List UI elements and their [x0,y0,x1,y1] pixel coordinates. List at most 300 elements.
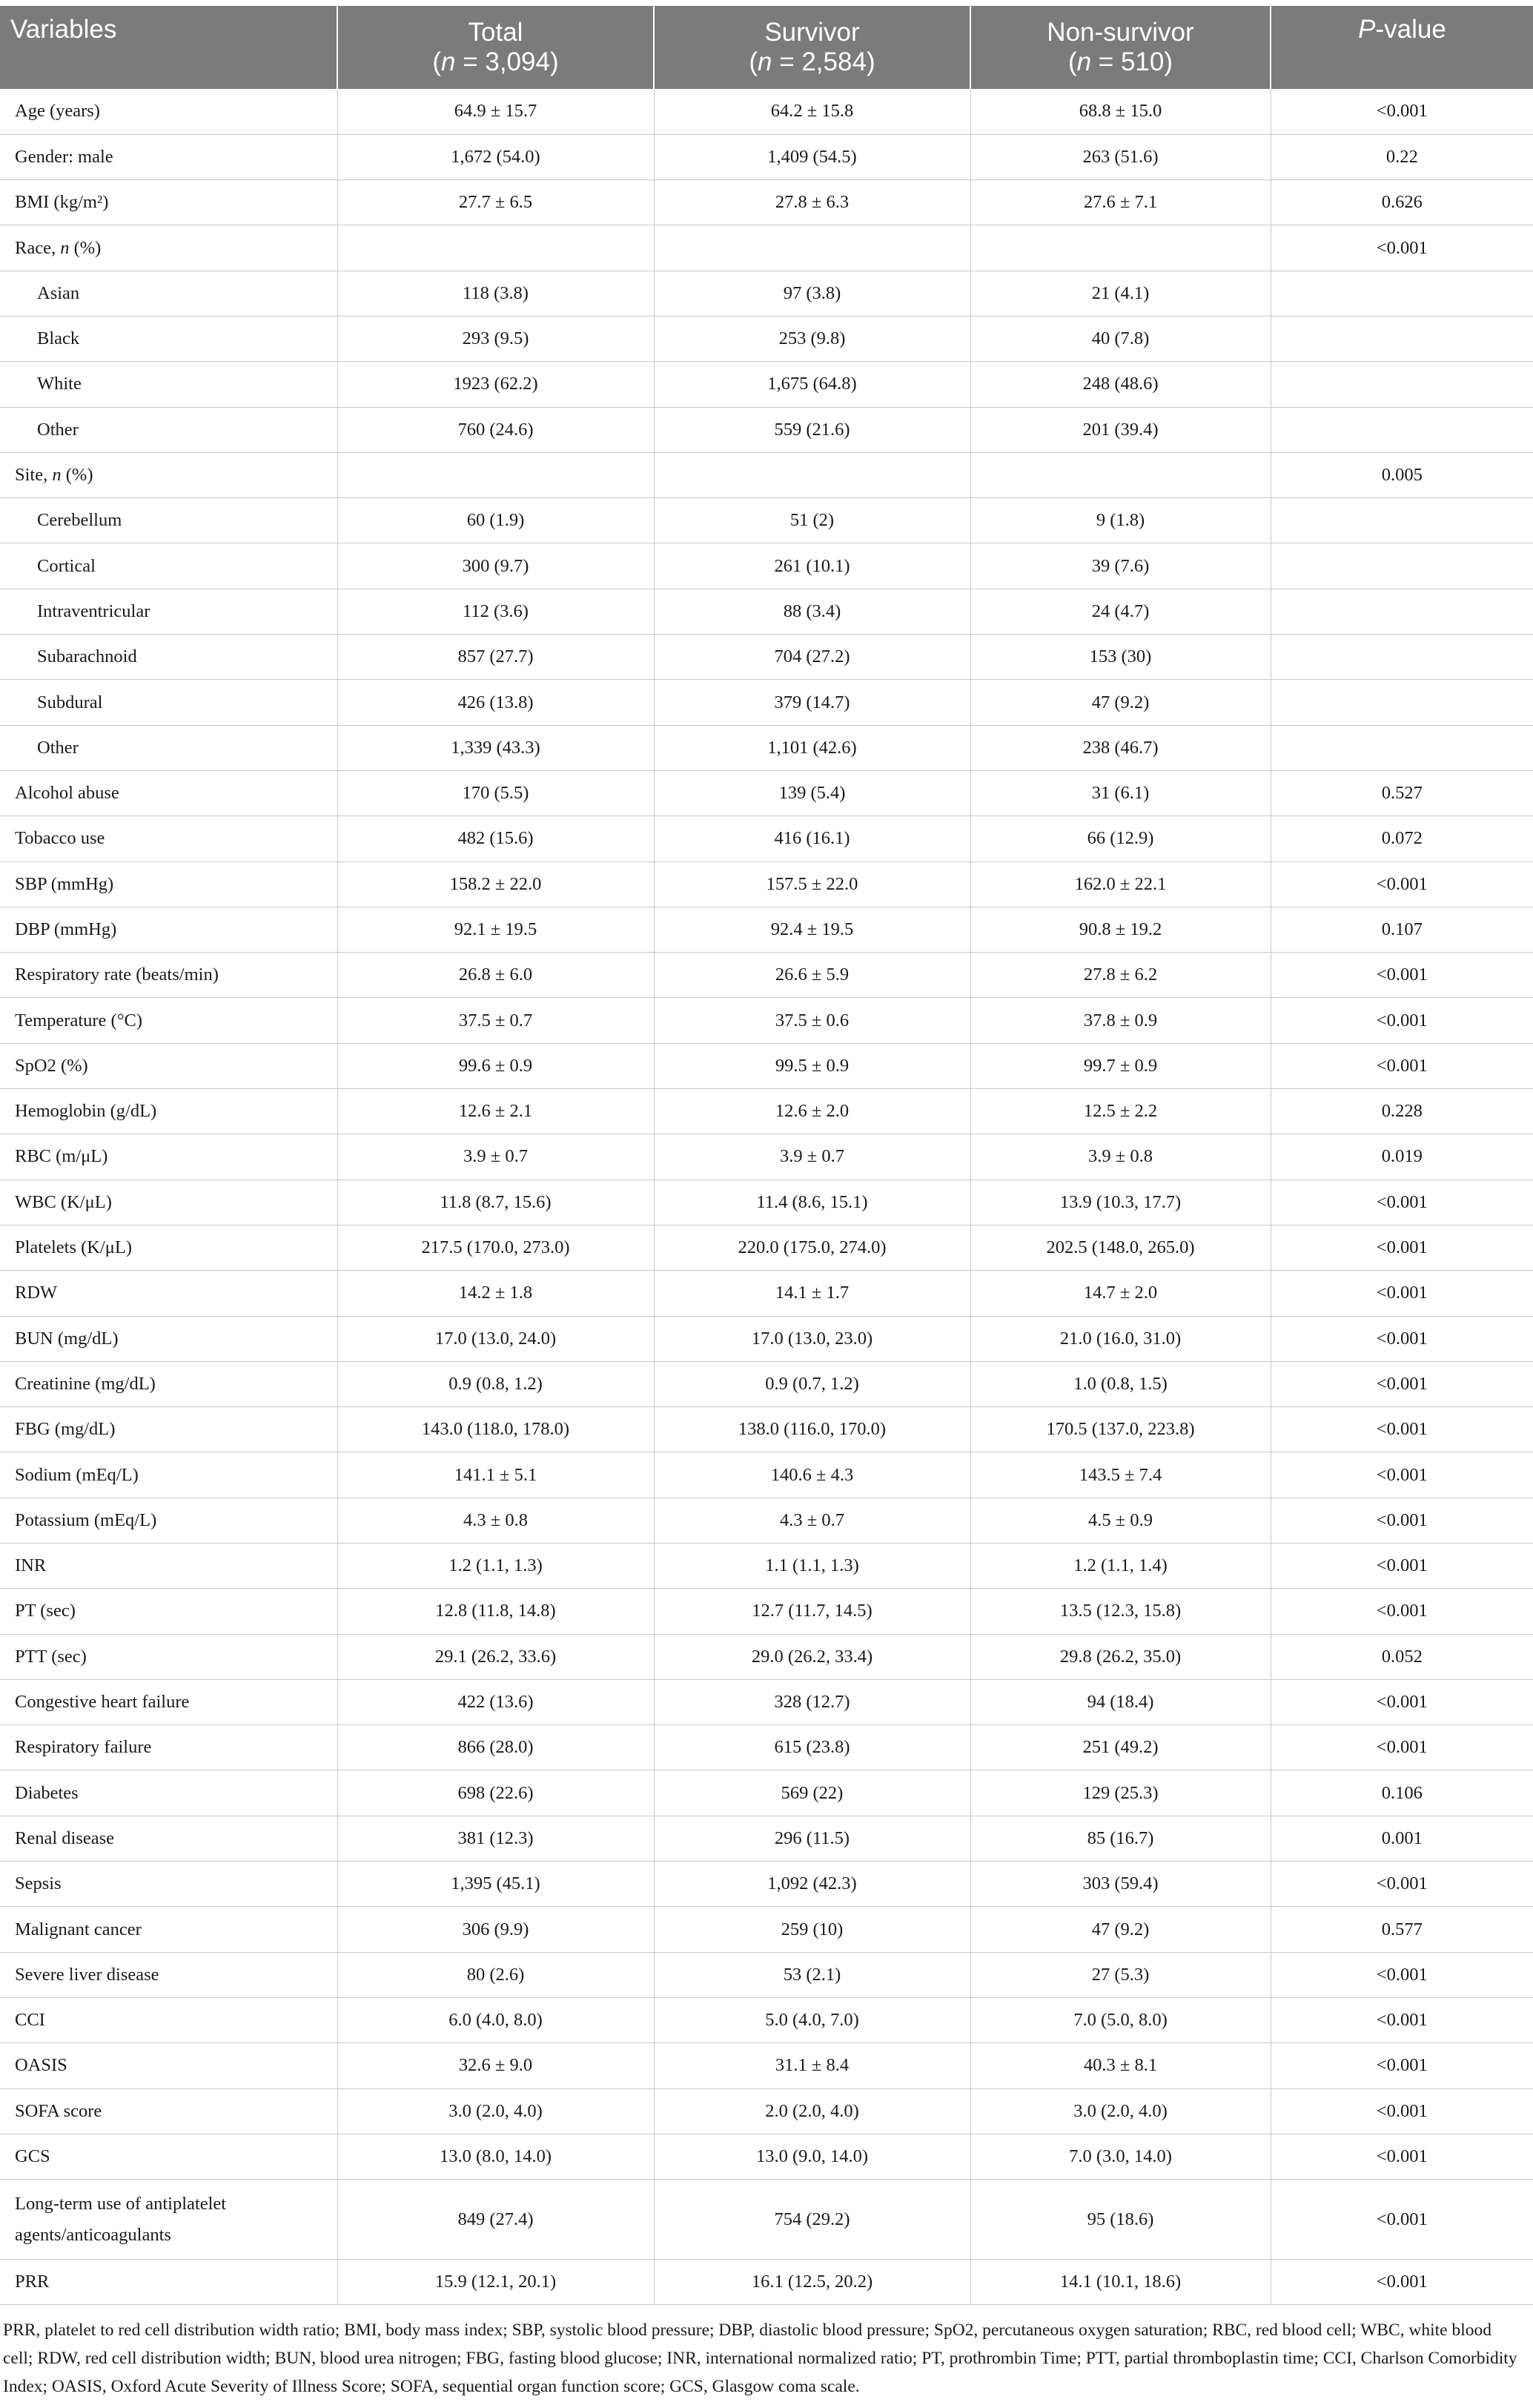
total-cell: 300 (9.7) [337,543,654,589]
pvalue-cell: <0.001 [1271,89,1533,134]
survivor-cell: 5.0 (4.0, 7.0) [654,1997,970,2042]
pvalue-cell: 0.019 [1271,1134,1533,1180]
nonsurvivor-cell: 85 (16.7) [970,1816,1271,1861]
nonsurvivor-cell: 7.0 (3.0, 14.0) [970,2134,1271,2179]
nonsurvivor-cell: 68.8 ± 15.0 [970,89,1271,134]
table-row [0,1271,1533,1316]
pvalue-cell [1271,498,1533,543]
survivor-cell: 92.4 ± 19.5 [654,907,970,952]
total-cell: 293 (9.5) [337,316,654,361]
total-cell: 217.5 (170.0, 273.0) [337,1225,654,1270]
variable-cell: SBP (mmHg) [0,861,337,907]
nonsurvivor-cell: 40.3 ± 8.1 [970,2043,1271,2088]
table-row [0,1997,1533,2042]
survivor-cell: 569 (22) [654,1770,970,1816]
variable-cell: Alcohol abuse [0,770,337,816]
nonsurvivor-cell: 9 (1.8) [970,498,1271,543]
total-cell: 760 (24.6) [337,407,654,452]
survivor-cell: 13.0 (9.0, 14.0) [654,2134,970,2179]
survivor-cell: 14.1 ± 1.7 [654,1271,970,1316]
nonsurvivor-cell: 263 (51.6) [970,134,1271,179]
table-row [0,1180,1533,1225]
variable-cell: Site, n (%) [0,452,337,497]
table-row [0,1816,1533,1861]
table-row [0,1498,1533,1543]
table-row [0,362,1533,407]
survivor-cell: 259 (10) [654,1907,970,1952]
table-row [0,1770,1533,1816]
survivor-cell: 64.2 ± 15.8 [654,89,970,134]
variable-cell: Subarachnoid [0,635,337,680]
baseline-characteristics-table [0,6,1533,2305]
nonsurvivor-cell: 99.7 ± 0.9 [970,1043,1271,1088]
nonsurvivor-cell: 251 (49.2) [970,1725,1271,1770]
table-row [0,770,1533,816]
table-row [0,589,1533,634]
total-cell: 849 (27.4) [337,2180,654,2260]
total-cell: 6.0 (4.0, 8.0) [337,1997,654,2042]
variable-cell: Respiratory failure [0,1725,337,1770]
table-body [0,89,1533,2305]
nonsurvivor-cell: 12.5 ± 2.2 [970,1089,1271,1134]
nonsurvivor-cell: 238 (46.7) [970,725,1271,770]
total-cell: 1,339 (43.3) [337,725,654,770]
nonsurvivor-cell: 13.9 (10.3, 17.7) [970,1180,1271,1225]
variable-cell: Subdural [0,680,337,725]
total-cell: 306 (9.9) [337,1907,654,1952]
pvalue-cell: 0.001 [1271,1816,1533,1861]
total-cell: 1,395 (45.1) [337,1862,654,1907]
table-row [0,998,1533,1043]
table-container [0,6,1533,2305]
pvalue-cell: 0.527 [1271,770,1533,816]
total-cell: 15.9 (12.1, 20.1) [337,2260,654,2305]
survivor-cell: 51 (2) [654,498,970,543]
variable-cell: Cortical [0,543,337,589]
total-cell: 857 (27.7) [337,635,654,680]
nonsurvivor-cell: 37.8 ± 0.9 [970,998,1271,1043]
survivor-cell: 53 (2.1) [654,1952,970,1997]
nonsurvivor-cell: 40 (7.8) [970,316,1271,361]
variable-cell: SpO2 (%) [0,1043,337,1088]
survivor-cell: 1,409 (54.5) [654,134,970,179]
table-row [0,1634,1533,1679]
total-cell: 3.0 (2.0, 4.0) [337,2088,654,2134]
survivor-cell: 1,675 (64.8) [654,362,970,407]
variable-cell: Other [0,407,337,452]
pvalue-cell: <0.001 [1271,1452,1533,1498]
total-cell: 0.9 (0.8, 1.2) [337,1361,654,1406]
nonsurvivor-cell: 143.5 ± 7.4 [970,1452,1271,1498]
variable-cell: RBC (m/μL) [0,1134,337,1180]
nonsurvivor-cell: 47 (9.2) [970,680,1271,725]
table-row [0,1544,1533,1589]
survivor-cell: 26.6 ± 5.9 [654,953,970,998]
variable-cell: Platelets (K/μL) [0,1225,337,1270]
header-total-label: Total [468,18,523,47]
survivor-cell: 3.9 ± 0.7 [654,1134,970,1180]
pvalue-cell: 0.626 [1271,180,1533,225]
survivor-cell: 27.8 ± 6.3 [654,180,970,225]
nonsurvivor-cell: 47 (9.2) [970,1907,1271,1952]
variable-cell: Asian [0,271,337,316]
nonsurvivor-cell: 3.0 (2.0, 4.0) [970,2088,1271,2134]
survivor-cell: 16.1 (12.5, 20.2) [654,2260,970,2305]
pvalue-cell: <0.001 [1271,1544,1533,1589]
survivor-cell: 261 (10.1) [654,543,970,589]
total-cell: 27.7 ± 6.5 [337,180,654,225]
survivor-cell: 1,092 (42.3) [654,1862,970,1907]
total-cell: 1,672 (54.0) [337,134,654,179]
header-variables: Variables [0,6,337,89]
variable-cell: DBP (mmHg) [0,907,337,952]
survivor-cell: 754 (29.2) [654,2180,970,2260]
table-row [0,861,1533,907]
header-survivor-label: Survivor [764,18,860,47]
header-pvalue: P-value [1271,6,1533,89]
table-row [0,680,1533,725]
nonsurvivor-cell: 7.0 (5.0, 8.0) [970,1997,1271,2042]
nonsurvivor-cell: 21 (4.1) [970,271,1271,316]
survivor-cell: 97 (3.8) [654,271,970,316]
survivor-cell: 1,101 (42.6) [654,725,970,770]
variable-cell: Renal disease [0,1816,337,1861]
nonsurvivor-cell: 27.8 ± 6.2 [970,953,1271,998]
table-row [0,1725,1533,1770]
pvalue-cell: <0.001 [1271,998,1533,1043]
table-row [0,1407,1533,1452]
nonsurvivor-cell: 13.5 (12.3, 15.8) [970,1589,1271,1634]
table-row [0,635,1533,680]
header-survivor-n: (n = 2,584) [749,47,875,76]
variable-cell: Hemoglobin (g/dL) [0,1089,337,1134]
total-cell: 698 (22.6) [337,1770,654,1816]
nonsurvivor-cell: 31 (6.1) [970,770,1271,816]
header-total [337,6,654,89]
nonsurvivor-cell: 90.8 ± 19.2 [970,907,1271,952]
pvalue-cell: <0.001 [1271,2134,1533,2179]
variable-cell: Potassium (mEq/L) [0,1498,337,1543]
nonsurvivor-cell: 153 (30) [970,635,1271,680]
table-row [0,907,1533,952]
variable-cell: Gender: male [0,134,337,179]
survivor-cell: 29.0 (26.2, 33.4) [654,1634,970,1679]
survivor-cell: 138.0 (116.0, 170.0) [654,1407,970,1452]
nonsurvivor-cell: 3.9 ± 0.8 [970,1134,1271,1180]
total-cell: 64.9 ± 15.7 [337,89,654,134]
pvalue-cell: 0.052 [1271,1634,1533,1679]
table-row [0,2134,1533,2179]
variable-cell: Intraventricular [0,589,337,634]
table-row [0,271,1533,316]
nonsurvivor-cell: 66 (12.9) [970,816,1271,861]
pvalue-cell: 0.577 [1271,1907,1533,1952]
table-footnote: PRR, platelet to red cell distribution width ratio; BMI, body mass index; SBP, systolic blood pressure; DBP, diastolic blood pressure; SpO2, percutaneous oxygen saturation; RBC, red blood cell; WBC, white blood cell; RDW, red cell distribution width; BUN, blood urea nitrogen; FBG, fasting blood glucose; INR, international normalized ratio; PT, prothrombin Time; PTT, partial thromboplastin time; CCI, Charlson Comorbidity Index; OASIS, Oxford Acute Severity of Illness Score; SOFA, sequential organ function score; GCS, Glasgow coma scale. [3,2321,1517,2396]
total-cell: 32.6 ± 9.0 [337,2043,654,2088]
total-cell: 12.6 ± 2.1 [337,1089,654,1134]
nonsurvivor-cell: 162.0 ± 22.1 [970,861,1271,907]
variable-cell: White [0,362,337,407]
total-cell: 170 (5.5) [337,770,654,816]
pvalue-cell [1271,271,1533,316]
survivor-cell: 2.0 (2.0, 4.0) [654,2088,970,2134]
survivor-cell: 253 (9.8) [654,316,970,361]
survivor-cell: 88 (3.4) [654,589,970,634]
nonsurvivor-cell: 170.5 (137.0, 223.8) [970,1407,1271,1452]
table-row [0,89,1533,134]
pvalue-cell [1271,680,1533,725]
nonsurvivor-cell: 14.1 (10.1, 18.6) [970,2260,1271,2305]
nonsurvivor-cell: 14.7 ± 2.0 [970,1271,1271,1316]
variable-cell: BUN (mg/dL) [0,1316,337,1361]
pvalue-cell: <0.001 [1271,1043,1533,1088]
pvalue-cell: <0.001 [1271,1589,1533,1634]
total-cell: 158.2 ± 22.0 [337,861,654,907]
total-cell: 381 (12.3) [337,1816,654,1861]
table-row [0,2088,1533,2134]
table-row [0,1043,1533,1088]
total-cell: 143.0 (118.0, 178.0) [337,1407,654,1452]
pvalue-cell: <0.001 [1271,2043,1533,2088]
nonsurvivor-cell: 29.8 (26.2, 35.0) [970,1634,1271,1679]
pvalue-cell: <0.001 [1271,1679,1533,1724]
pvalue-cell: <0.001 [1271,1271,1533,1316]
table-row [0,953,1533,998]
variable-cell: Long-term use of antiplatelet agents/anticoagulants [0,2180,337,2260]
variable-cell: Race, n (%) [0,225,337,271]
variable-cell: OASIS [0,2043,337,2088]
table-row [0,543,1533,589]
total-cell: 26.8 ± 6.0 [337,953,654,998]
pvalue-cell: <0.001 [1271,1180,1533,1225]
nonsurvivor-cell: 248 (48.6) [970,362,1271,407]
nonsurvivor-cell: 27.6 ± 7.1 [970,180,1271,225]
nonsurvivor-cell: 21.0 (16.0, 31.0) [970,1316,1271,1361]
total-cell: 80 (2.6) [337,1952,654,1997]
survivor-cell: 4.3 ± 0.7 [654,1498,970,1543]
total-cell: 866 (28.0) [337,1725,654,1770]
variable-cell: Sodium (mEq/L) [0,1452,337,1498]
pvalue-cell: <0.001 [1271,861,1533,907]
nonsurvivor-cell: 95 (18.6) [970,2180,1271,2260]
pvalue-cell: <0.001 [1271,2260,1533,2305]
variable-cell: PT (sec) [0,1589,337,1634]
table-row [0,1089,1533,1134]
pvalue-cell [1271,589,1533,634]
survivor-cell [654,225,970,271]
survivor-cell: 615 (23.8) [654,1725,970,1770]
pvalue-cell: <0.001 [1271,225,1533,271]
table-row [0,1316,1533,1361]
pvalue-cell [1271,725,1533,770]
total-cell [337,225,654,271]
total-cell: 14.2 ± 1.8 [337,1271,654,1316]
table-row [0,1361,1533,1406]
survivor-cell: 416 (16.1) [654,816,970,861]
survivor-cell: 37.5 ± 0.6 [654,998,970,1043]
pvalue-cell: <0.001 [1271,1997,1533,2042]
survivor-cell: 140.6 ± 4.3 [654,1452,970,1498]
nonsurvivor-cell [970,225,1271,271]
variable-cell: SOFA score [0,2088,337,2134]
table-row [0,1907,1533,1952]
total-cell: 60 (1.9) [337,498,654,543]
nonsurvivor-cell: 39 (7.6) [970,543,1271,589]
pvalue-cell: <0.001 [1271,1498,1533,1543]
pvalue-cell: 0.072 [1271,816,1533,861]
variable-cell: Tobacco use [0,816,337,861]
variable-cell: Cerebellum [0,498,337,543]
pvalue-cell: <0.001 [1271,1862,1533,1907]
nonsurvivor-cell: 4.5 ± 0.9 [970,1498,1271,1543]
survivor-cell: 12.6 ± 2.0 [654,1089,970,1134]
variable-cell: INR [0,1544,337,1589]
pvalue-cell [1271,407,1533,452]
total-cell: 4.3 ± 0.8 [337,1498,654,1543]
pvalue-cell: <0.001 [1271,1725,1533,1770]
pvalue-cell: 0.106 [1271,1770,1533,1816]
survivor-cell: 12.7 (11.7, 14.5) [654,1589,970,1634]
survivor-cell: 99.5 ± 0.9 [654,1043,970,1088]
variable-cell: BMI (kg/m²) [0,180,337,225]
table-row [0,1862,1533,1907]
variable-cell: Diabetes [0,1770,337,1816]
total-cell: 29.1 (26.2, 33.6) [337,1634,654,1679]
variable-cell: Creatinine (mg/dL) [0,1361,337,1406]
variable-cell: Temperature (°C) [0,998,337,1043]
variable-cell: WBC (K/μL) [0,1180,337,1225]
pvalue-cell [1271,635,1533,680]
total-cell: 13.0 (8.0, 14.0) [337,2134,654,2179]
survivor-cell: 157.5 ± 22.0 [654,861,970,907]
table-row [0,816,1533,861]
variable-cell: CCI [0,1997,337,2042]
nonsurvivor-cell: 129 (25.3) [970,1770,1271,1816]
pvalue-cell [1271,362,1533,407]
pvalue-cell: <0.001 [1271,2088,1533,2134]
table-row [0,452,1533,497]
nonsurvivor-cell: 1.0 (0.8, 1.5) [970,1361,1271,1406]
variable-cell: FBG (mg/dL) [0,1407,337,1452]
table-row [0,180,1533,225]
pvalue-cell [1271,543,1533,589]
header-nonsurvivor [970,6,1271,89]
total-cell: 99.6 ± 0.9 [337,1043,654,1088]
total-cell: 482 (15.6) [337,816,654,861]
header-nonsurvivor-label: Non-survivor [1047,18,1194,47]
total-cell: 12.8 (11.8, 14.8) [337,1589,654,1634]
total-cell: 17.0 (13.0, 24.0) [337,1316,654,1361]
header-nonsurvivor-n: (n = 510) [1067,47,1173,76]
survivor-cell: 0.9 (0.7, 1.2) [654,1361,970,1406]
total-cell: 422 (13.6) [337,1679,654,1724]
survivor-cell [654,452,970,497]
table-row [0,407,1533,452]
variable-cell: Sepsis [0,1862,337,1907]
total-cell: 3.9 ± 0.7 [337,1134,654,1180]
pvalue-cell: 0.22 [1271,134,1533,179]
pvalue-cell: <0.001 [1271,953,1533,998]
survivor-cell: 328 (12.7) [654,1679,970,1724]
total-cell: 37.5 ± 0.7 [337,998,654,1043]
variable-cell: Severe liver disease [0,1952,337,1997]
nonsurvivor-cell: 201 (39.4) [970,407,1271,452]
table-row [0,1589,1533,1634]
table-row [0,1452,1533,1498]
nonsurvivor-cell [970,452,1271,497]
variable-cell: GCS [0,2134,337,2179]
table-row [0,2180,1533,2260]
total-cell: 426 (13.8) [337,680,654,725]
survivor-cell: 31.1 ± 8.4 [654,2043,970,2088]
header-row [0,6,1533,89]
table-row [0,2260,1533,2305]
nonsurvivor-cell: 202.5 (148.0, 265.0) [970,1225,1271,1270]
variable-cell: RDW [0,1271,337,1316]
total-cell [337,452,654,497]
nonsurvivor-cell: 94 (18.4) [970,1679,1271,1724]
table-row [0,498,1533,543]
header-survivor [654,6,970,89]
table-row [0,725,1533,770]
variable-cell: Respiratory rate (beats/min) [0,953,337,998]
total-cell: 1.2 (1.1, 1.3) [337,1544,654,1589]
total-cell: 1923 (62.2) [337,362,654,407]
pvalue-cell: <0.001 [1271,1316,1533,1361]
table-row [0,225,1533,271]
total-cell: 112 (3.6) [337,589,654,634]
table-row [0,2043,1533,2088]
pvalue-cell: 0.005 [1271,452,1533,497]
variable-cell: Congestive heart failure [0,1679,337,1724]
survivor-cell: 17.0 (13.0, 23.0) [654,1316,970,1361]
table-row [0,1952,1533,1997]
nonsurvivor-cell: 1.2 (1.1, 1.4) [970,1544,1271,1589]
pvalue-cell [1271,316,1533,361]
pvalue-cell: 0.228 [1271,1089,1533,1134]
variable-cell: Other [0,725,337,770]
pvalue-cell: <0.001 [1271,1952,1533,1997]
pvalue-cell: <0.001 [1271,1225,1533,1270]
total-cell: 141.1 ± 5.1 [337,1452,654,1498]
nonsurvivor-cell: 303 (59.4) [970,1862,1271,1907]
nonsurvivor-cell: 24 (4.7) [970,589,1271,634]
table-row [0,1679,1533,1724]
survivor-cell: 704 (27.2) [654,635,970,680]
variable-cell: Black [0,316,337,361]
pvalue-cell: <0.001 [1271,1407,1533,1452]
survivor-cell: 220.0 (175.0, 274.0) [654,1225,970,1270]
total-cell: 11.8 (8.7, 15.6) [337,1180,654,1225]
survivor-cell: 11.4 (8.6, 15.1) [654,1180,970,1225]
survivor-cell: 559 (21.6) [654,407,970,452]
variable-cell: Malignant cancer [0,1907,337,1952]
pvalue-cell: <0.001 [1271,2180,1533,2260]
variable-cell: PRR [0,2260,337,2305]
survivor-cell: 379 (14.7) [654,680,970,725]
variable-cell: Age (years) [0,89,337,134]
survivor-cell: 1.1 (1.1, 1.3) [654,1544,970,1589]
table-row [0,1225,1533,1270]
table-row [0,134,1533,179]
survivor-cell: 296 (11.5) [654,1816,970,1861]
table-header [0,6,1533,89]
pvalue-cell: <0.001 [1271,1361,1533,1406]
header-total-n: (n = 3,094) [432,47,559,76]
pvalue-cell: 0.107 [1271,907,1533,952]
total-cell: 92.1 ± 19.5 [337,907,654,952]
survivor-cell: 139 (5.4) [654,770,970,816]
